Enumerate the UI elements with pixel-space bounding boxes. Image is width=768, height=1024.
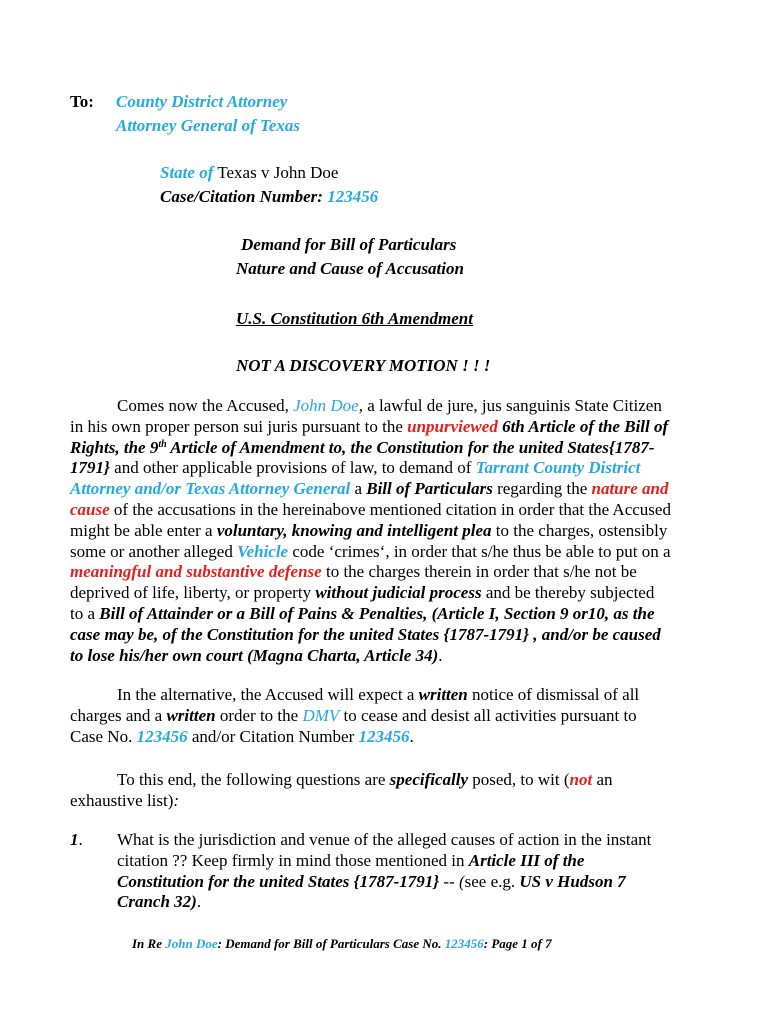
- text: What is the jurisdiction and venue of the alleged causes of action in the instant: [117, 830, 652, 849]
- state-of-label: State of: [160, 163, 214, 182]
- case-number-ref: 123456: [136, 726, 188, 746]
- text: and/or Citation Number: [187, 726, 359, 746]
- text: voluntary, knowing and intelligent plea: [216, 520, 492, 540]
- text: to cease and desist all activities pursuant to: [339, 705, 637, 725]
- case-number: 123456: [327, 187, 379, 206]
- text: 1791}: [70, 458, 110, 478]
- paragraph-to-this-end: [70, 770, 710, 812]
- title-nature-cause: Nature and Cause of Accusation: [236, 259, 464, 278]
- recipient-county-da: County District Attorney: [116, 92, 288, 111]
- page-number: : Page 1 of 7: [483, 936, 552, 951]
- recipient-attorney-general: Attorney General of Texas: [116, 116, 301, 135]
- text: .: [196, 892, 202, 912]
- text: , a lawful de jure, jus sanguinis State Citizen: [358, 396, 662, 415]
- text: written: [166, 705, 216, 725]
- text: .: [438, 645, 443, 665]
- emphasis-red: meaningful and substantive defense: [70, 562, 322, 582]
- tarrant-county: Tarrant County District: [475, 458, 641, 478]
- attorney-general-ref: Attorney and/or Texas Attorney General: [70, 479, 351, 499]
- text: posed, to wit (: [468, 770, 570, 789]
- text: Bill of Attainder or a Bill of Pains & Penalties, (Article I, Section 9 or10, as the: [99, 603, 655, 623]
- case-number-label: Case/Citation Number:: [160, 187, 323, 206]
- text: Cranch 32): [117, 892, 197, 912]
- text: specifically: [389, 770, 469, 789]
- text: US v Hudson 7: [519, 871, 626, 891]
- text: Article of Amendment to, the Constitution for the united States{1787-: [166, 437, 655, 457]
- footer-name: John Doe: [165, 936, 218, 951]
- text: : Demand for Bill of Particulars Case No.: [217, 936, 445, 951]
- case-number-line: [160, 187, 378, 208]
- text: see e.g.: [464, 871, 520, 891]
- text: to a: [70, 603, 100, 623]
- text: notice of dismissal of all: [467, 685, 640, 704]
- emphasis-red: unpurviewed: [407, 416, 498, 436]
- emphasis-red: cause: [70, 499, 110, 519]
- case-title: Texas v John Doe: [217, 163, 339, 182]
- text: to the charges therein in order that s/he not be: [321, 562, 637, 582]
- text: without judicial process: [315, 583, 482, 603]
- text: In the alternative, the Accused will expect a: [117, 685, 419, 704]
- text: citation ?? Keep firmly in mind those mentioned in: [117, 850, 469, 870]
- text: exhaustive list): [70, 790, 174, 810]
- text: in his own proper person sui juris pursuant to the: [70, 416, 408, 436]
- title-constitution: U.S. Constitution 6th Amendment: [236, 309, 473, 328]
- text: a: [350, 479, 367, 499]
- text: to the charges, ostensibly: [491, 520, 668, 540]
- text: of the accusations in the hereinabove mentioned citation in order that the Accused: [109, 499, 671, 519]
- title-demand: Demand for Bill of Particulars: [241, 235, 457, 254]
- footer-case-number: 123456: [444, 936, 484, 951]
- text: .: [78, 830, 83, 849]
- case-style-line: [160, 163, 338, 184]
- text: an: [592, 770, 613, 789]
- text: and be thereby subjected: [481, 583, 655, 603]
- text: and other applicable provisions of law, to demand of: [109, 458, 476, 478]
- text: .: [409, 726, 414, 746]
- text: -- (: [439, 871, 465, 891]
- text: 6th Article of the Bill of: [497, 416, 669, 436]
- text: to lose his/her own court (Magna Charta, Article 34): [70, 645, 439, 665]
- text: might be able enter a: [70, 520, 217, 540]
- page-footer: [132, 934, 552, 955]
- text: deprived of life, liberty, or property: [70, 583, 316, 603]
- to-label: To:: [70, 92, 94, 111]
- title-not-discovery: NOT A DISCOVERY MOTION ! ! !: [236, 356, 491, 375]
- superscript: th: [158, 438, 167, 450]
- text: Bill of Particulars: [366, 479, 493, 499]
- text: written: [418, 685, 468, 704]
- text: Article III of the: [468, 850, 585, 870]
- item-1-text: [117, 830, 717, 913]
- text: case may be, of the Constitution for the united States {1787-1791} , and/or be caused: [70, 624, 661, 644]
- text: order to the: [215, 705, 303, 725]
- vehicle-ref: Vehicle: [237, 541, 289, 561]
- text: Rights, the 9: [70, 437, 159, 457]
- text: In Re: [132, 936, 166, 951]
- text: some or another alleged: [70, 541, 238, 561]
- text: Comes now the Accused,: [117, 396, 294, 415]
- text: Case No.: [70, 726, 137, 746]
- item-1-number: [70, 830, 83, 851]
- text: To this end, the following questions are: [117, 770, 390, 789]
- text: charges and a: [70, 705, 167, 725]
- emphasis-red: not: [569, 770, 593, 789]
- text: code ‘crimes‘, in order that s/he thus be able to put on a: [288, 541, 671, 561]
- text: Constitution for the united States {1787-1791}: [117, 871, 440, 891]
- accused-name: John Doe: [293, 396, 359, 415]
- paragraph-alternative: [70, 685, 710, 747]
- dmv-ref: DMV: [302, 705, 340, 725]
- text: 1: [70, 830, 79, 849]
- citation-number-ref: 123456: [358, 726, 410, 746]
- text: :: [173, 790, 180, 810]
- paragraph-comes-now: [70, 396, 710, 666]
- text: regarding the: [492, 479, 592, 499]
- emphasis-red: nature and: [591, 479, 669, 499]
